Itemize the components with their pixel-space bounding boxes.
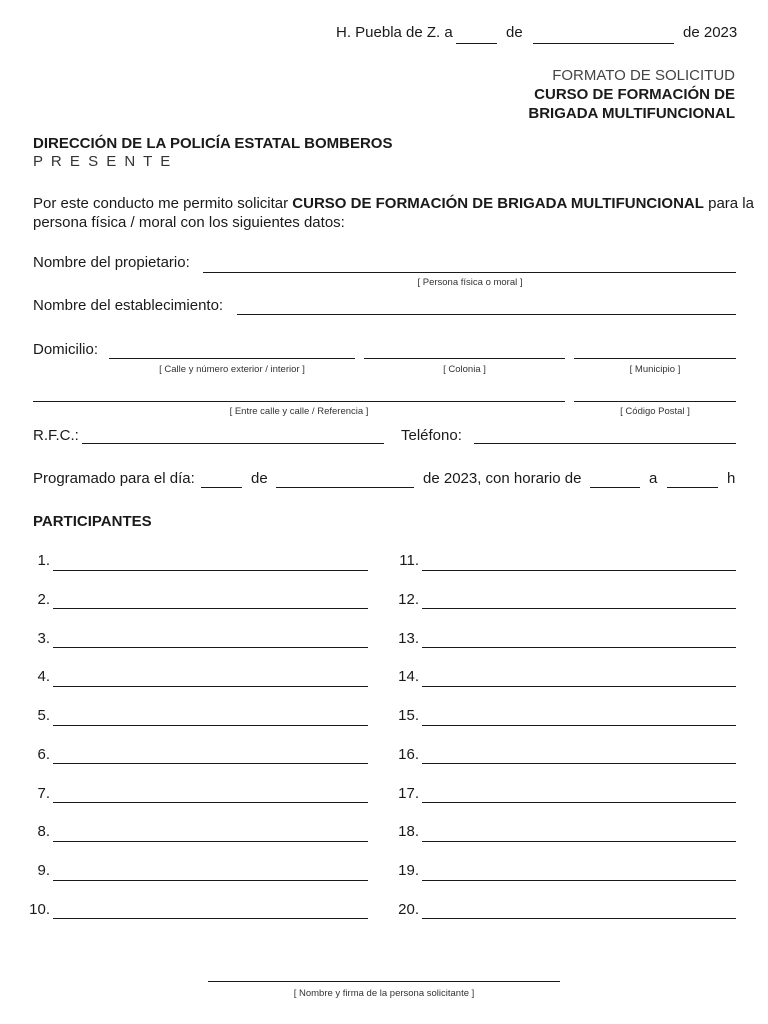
participant-number: 6. bbox=[37, 746, 50, 763]
phone-field[interactable] bbox=[474, 443, 736, 444]
participant-field[interactable] bbox=[422, 647, 736, 648]
intro-course-name: CURSO DE FORMACIÓN DE BRIGADA MULTIFUNCIONAL bbox=[292, 195, 704, 212]
participant-field[interactable] bbox=[53, 880, 368, 881]
postal-code-field[interactable] bbox=[574, 401, 736, 402]
owner-hint: [ Persona física o moral ] bbox=[417, 277, 523, 288]
participant-field[interactable] bbox=[53, 725, 368, 726]
participant-field[interactable] bbox=[53, 570, 368, 571]
signature-field[interactable] bbox=[208, 981, 560, 982]
signature-hint: [ Nombre y firma de la persona solicitante ] bbox=[293, 988, 475, 999]
street-hint: [ Calle y número exterior / interior ] bbox=[159, 364, 305, 375]
form-title: FORMATO DE SOLICITUD bbox=[552, 67, 735, 84]
colonia-hint: [ Colonia ] bbox=[443, 364, 486, 375]
participant-field[interactable] bbox=[53, 841, 368, 842]
schedule-month-field[interactable] bbox=[276, 487, 414, 488]
participant-field[interactable] bbox=[422, 570, 736, 571]
schedule-day-field[interactable] bbox=[201, 487, 242, 488]
schedule-de-label: de bbox=[251, 470, 268, 487]
rfc-field[interactable] bbox=[82, 443, 384, 444]
participant-field[interactable] bbox=[53, 608, 368, 609]
schedule-a-label: a bbox=[649, 470, 658, 487]
de-label: de bbox=[506, 24, 523, 41]
participant-number: 11. bbox=[399, 552, 419, 569]
month-field[interactable] bbox=[533, 43, 674, 44]
participant-number: 2. bbox=[37, 591, 50, 608]
participant-field[interactable] bbox=[422, 686, 736, 687]
establishment-label: Nombre del establecimiento: bbox=[33, 297, 224, 314]
presente-label: P R E S E N T E bbox=[33, 153, 173, 170]
participant-field[interactable] bbox=[422, 880, 736, 881]
participant-number: 7. bbox=[37, 785, 50, 802]
participant-field[interactable] bbox=[53, 918, 368, 919]
participant-field[interactable] bbox=[422, 608, 736, 609]
year-label: de 2023 bbox=[683, 24, 738, 41]
phone-label: Teléfono: bbox=[401, 427, 462, 444]
place-label: H. Puebla de Z. a bbox=[336, 24, 453, 41]
schedule-label: Programado para el día: bbox=[33, 470, 195, 487]
participant-field[interactable] bbox=[53, 647, 368, 648]
establishment-field[interactable] bbox=[237, 314, 736, 315]
participant-number: 12. bbox=[398, 591, 419, 608]
municipio-hint: [ Municipio ] bbox=[629, 364, 681, 375]
participant-number: 18. bbox=[398, 823, 419, 840]
participant-number: 19. bbox=[398, 862, 419, 879]
owner-label: Nombre del propietario: bbox=[33, 254, 190, 271]
participant-number: 13. bbox=[398, 630, 419, 647]
day-field[interactable] bbox=[456, 43, 497, 44]
participant-field[interactable] bbox=[422, 841, 736, 842]
participant-field[interactable] bbox=[422, 763, 736, 764]
participant-number: 15. bbox=[398, 707, 419, 724]
participant-number: 5. bbox=[37, 707, 50, 724]
colonia-field[interactable] bbox=[364, 358, 565, 359]
participant-field[interactable] bbox=[53, 802, 368, 803]
participant-number: 20. bbox=[398, 901, 419, 918]
participant-number: 16. bbox=[398, 746, 419, 763]
intro-text-2: para la bbox=[703, 195, 754, 212]
intro-text-1: Por este conducto me permito solicitar bbox=[33, 195, 293, 212]
participant-field[interactable] bbox=[422, 802, 736, 803]
participant-number: 10. bbox=[29, 901, 50, 918]
participant-number: 4. bbox=[37, 668, 50, 685]
participant-number: 1. bbox=[37, 552, 50, 569]
rfc-label: R.F.C.: bbox=[33, 427, 79, 444]
participant-number: 14. bbox=[398, 668, 419, 685]
between-streets-field[interactable] bbox=[33, 401, 565, 402]
participant-number: 9. bbox=[37, 862, 50, 879]
schedule-h-label: h bbox=[727, 470, 736, 487]
participant-field[interactable] bbox=[422, 725, 736, 726]
participant-number: 8. bbox=[37, 823, 50, 840]
schedule-year-label: de 2023, con horario de bbox=[423, 470, 582, 487]
schedule-start-field[interactable] bbox=[590, 487, 640, 488]
participant-number: 3. bbox=[37, 630, 50, 647]
participant-number: 17. bbox=[398, 785, 419, 802]
course-title-line2: BRIGADA MULTIFUNCIONAL bbox=[528, 105, 735, 122]
schedule-end-field[interactable] bbox=[667, 487, 718, 488]
participant-field[interactable] bbox=[422, 918, 736, 919]
course-title-line1: CURSO DE FORMACIÓN DE bbox=[534, 86, 735, 103]
owner-field[interactable] bbox=[203, 272, 736, 273]
participants-heading: PARTICIPANTES bbox=[33, 513, 152, 530]
street-field[interactable] bbox=[109, 358, 355, 359]
between-streets-hint: [ Entre calle y calle / Referencia ] bbox=[229, 406, 369, 417]
participant-field[interactable] bbox=[53, 763, 368, 764]
addressee-name: DIRECCIÓN DE LA POLICÍA ESTATAL BOMBEROS bbox=[33, 135, 393, 152]
intro-paragraph bbox=[33, 195, 754, 213]
municipio-field[interactable] bbox=[574, 358, 736, 359]
postal-code-hint: [ Código Postal ] bbox=[620, 406, 690, 417]
participant-field[interactable] bbox=[53, 686, 368, 687]
address-label: Domicilio: bbox=[33, 341, 99, 358]
intro-text-3: persona física / moral con los siguientes datos: bbox=[33, 214, 345, 231]
